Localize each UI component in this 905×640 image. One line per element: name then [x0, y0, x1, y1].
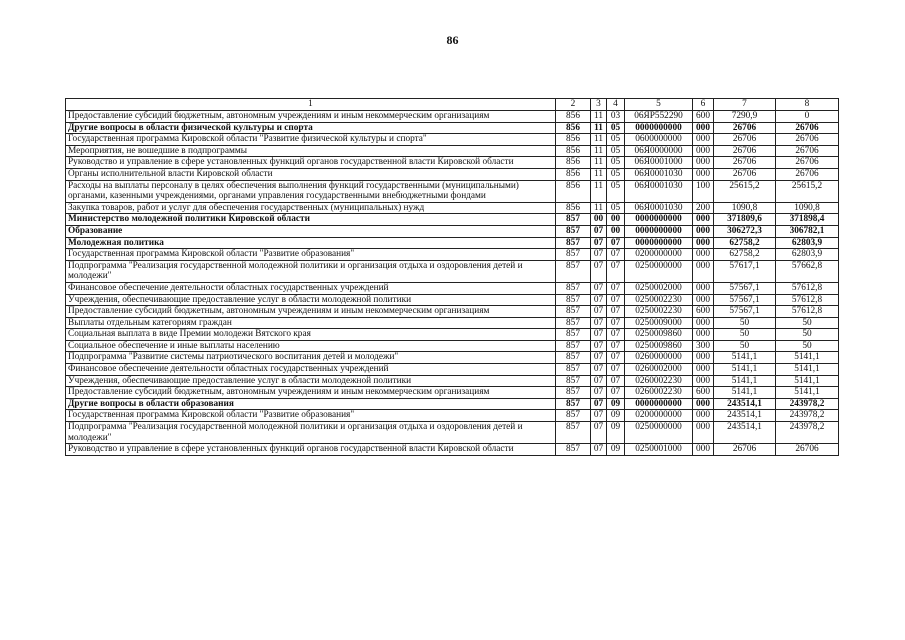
expense-type-cell: 000 — [693, 249, 714, 261]
expense-type-cell: 000 — [693, 294, 714, 306]
amount-year2-cell: 26706 — [776, 122, 839, 134]
table-row — [66, 168, 839, 180]
subsection-cell: 07 — [607, 340, 625, 352]
subsection-cell: 00 — [607, 225, 625, 237]
amount-year2-cell: 26706 — [776, 444, 839, 456]
expense-type-cell: 000 — [693, 398, 714, 410]
table-row — [66, 444, 839, 456]
target-article-cell: 0260002230 — [625, 387, 693, 399]
section-cell: 07 — [591, 260, 607, 282]
amount-year2-cell: 62803,9 — [776, 249, 839, 261]
expense-type-cell: 000 — [693, 145, 714, 157]
row-name-cell: Подпрограмма "Реализация государственной молодежной политики и организация отдыха и оздоровления детей и молодежи" — [66, 422, 556, 444]
target-article-cell: 0000000000 — [625, 237, 693, 249]
ved-code-cell: 857 — [556, 260, 591, 282]
table-row — [66, 260, 839, 282]
amount-year1-cell: 26706 — [714, 168, 776, 180]
table-row — [66, 145, 839, 157]
target-article-cell: 0250009000 — [625, 317, 693, 329]
subsection-cell: 07 — [607, 387, 625, 399]
ved-code-cell: 856 — [556, 134, 591, 146]
expense-type-cell: 000 — [693, 364, 714, 376]
table-row — [66, 375, 839, 387]
subsection-cell: 07 — [607, 260, 625, 282]
amount-year1-cell: 5141,1 — [714, 352, 776, 364]
amount-year2-cell: 62803,9 — [776, 237, 839, 249]
section-cell: 11 — [591, 122, 607, 134]
table-row — [66, 410, 839, 422]
target-article-cell: 0250002000 — [625, 282, 693, 294]
amount-year2-cell: 26706 — [776, 134, 839, 146]
subsection-cell: 09 — [607, 410, 625, 422]
ved-code-cell: 857 — [556, 237, 591, 249]
ved-code-cell: 857 — [556, 282, 591, 294]
target-article-cell: 06ЯР552290 — [625, 111, 693, 123]
expense-type-cell: 000 — [693, 168, 714, 180]
amount-year2-cell: 243978,2 — [776, 422, 839, 444]
expense-type-cell: 000 — [693, 317, 714, 329]
table-row — [66, 134, 839, 146]
amount-year1-cell: 62758,2 — [714, 237, 776, 249]
ved-code-cell: 857 — [556, 294, 591, 306]
ved-code-cell: 857 — [556, 225, 591, 237]
header-cell: 6 — [693, 99, 714, 111]
expense-type-cell: 100 — [693, 180, 714, 202]
subsection-cell: 07 — [607, 364, 625, 376]
amount-year1-cell: 243514,1 — [714, 398, 776, 410]
expense-type-cell: 000 — [693, 237, 714, 249]
amount-year2-cell: 5141,1 — [776, 364, 839, 376]
subsection-cell: 05 — [607, 180, 625, 202]
row-name-cell: Закупка товаров, работ и услуг для обеспечения государственных (муниципальных) нужд — [66, 202, 556, 214]
row-name-cell: Социальная выплата в виде Премии молодежи Вятского края — [66, 329, 556, 341]
row-name-cell: Предоставление субсидий бюджетным, автономным учреждениям и иным некоммерческим организациям — [66, 111, 556, 123]
subsection-cell: 05 — [607, 168, 625, 180]
ved-code-cell: 857 — [556, 398, 591, 410]
subsection-cell: 00 — [607, 214, 625, 226]
table-row — [66, 214, 839, 226]
amount-year2-cell: 0 — [776, 111, 839, 123]
row-name-cell: Социальное обеспечение и иные выплаты населению — [66, 340, 556, 352]
expense-type-cell: 000 — [693, 375, 714, 387]
row-name-cell: Другие вопросы в области образования — [66, 398, 556, 410]
row-name-cell: Расходы на выплаты персоналу в целях обеспечения выполнения функций государственными (муниципальными) органами, казенными учреждениями, органами управления государственными внебюджетными фондами — [66, 180, 556, 202]
subsection-cell: 09 — [607, 444, 625, 456]
amount-year2-cell: 26706 — [776, 168, 839, 180]
section-cell: 07 — [591, 306, 607, 318]
budget-table — [65, 98, 839, 456]
amount-year2-cell: 57612,8 — [776, 294, 839, 306]
amount-year1-cell: 26706 — [714, 145, 776, 157]
amount-year2-cell: 1090,8 — [776, 202, 839, 214]
row-name-cell: Финансовое обеспечение деятельности областных государственных учреждений — [66, 282, 556, 294]
table-row — [66, 306, 839, 318]
section-cell: 07 — [591, 282, 607, 294]
expense-type-cell: 000 — [693, 410, 714, 422]
target-article-cell: 0250002230 — [625, 306, 693, 318]
amount-year2-cell: 371898,4 — [776, 214, 839, 226]
amount-year2-cell: 243978,2 — [776, 410, 839, 422]
table-row — [66, 282, 839, 294]
target-article-cell: 0250001000 — [625, 444, 693, 456]
amount-year1-cell: 50 — [714, 340, 776, 352]
section-cell: 07 — [591, 294, 607, 306]
amount-year2-cell: 50 — [776, 340, 839, 352]
row-name-cell: Предоставление субсидий бюджетным, автономным учреждениям и иным некоммерческим организациям — [66, 387, 556, 399]
row-name-cell: Подпрограмма "Реализация государственной молодежной политики и организация отдыха и оздоровления детей и молодежи" — [66, 260, 556, 282]
table-row — [66, 422, 839, 444]
target-article-cell: 0200000000 — [625, 410, 693, 422]
table-row — [66, 364, 839, 376]
row-name-cell: Мероприятия, не вошедшие в подпрограммы — [66, 145, 556, 157]
expense-type-cell: 000 — [693, 260, 714, 282]
ved-code-cell: 856 — [556, 202, 591, 214]
target-article-cell: 0260002230 — [625, 375, 693, 387]
section-cell: 07 — [591, 329, 607, 341]
subsection-cell: 05 — [607, 134, 625, 146]
target-article-cell: 06Я0001030 — [625, 202, 693, 214]
ved-code-cell: 857 — [556, 352, 591, 364]
expense-type-cell: 000 — [693, 157, 714, 169]
amount-year1-cell: 26706 — [714, 444, 776, 456]
ved-code-cell: 857 — [556, 249, 591, 261]
ved-code-cell: 857 — [556, 410, 591, 422]
subsection-cell: 07 — [607, 282, 625, 294]
ved-code-cell: 856 — [556, 168, 591, 180]
table-row — [66, 157, 839, 169]
ved-code-cell: 856 — [556, 157, 591, 169]
ved-code-cell: 857 — [556, 306, 591, 318]
table-row — [66, 122, 839, 134]
amount-year1-cell: 50 — [714, 329, 776, 341]
target-article-cell: 0000000000 — [625, 398, 693, 410]
section-cell: 07 — [591, 375, 607, 387]
ved-code-cell: 856 — [556, 180, 591, 202]
row-name-cell: Молодежная политика — [66, 237, 556, 249]
ved-code-cell: 856 — [556, 145, 591, 157]
row-name-cell: Предоставление субсидий бюджетным, автономным учреждениям и иным некоммерческим организациям — [66, 306, 556, 318]
subsection-cell: 07 — [607, 237, 625, 249]
amount-year2-cell: 57612,8 — [776, 282, 839, 294]
amount-year2-cell: 5141,1 — [776, 375, 839, 387]
ved-code-cell: 856 — [556, 111, 591, 123]
row-name-cell: Учреждения, обеспечивающие предоставление услуг в области молодежной политики — [66, 294, 556, 306]
amount-year2-cell: 5141,1 — [776, 352, 839, 364]
section-cell: 00 — [591, 214, 607, 226]
target-article-cell: 0250009860 — [625, 329, 693, 341]
row-name-cell: Другие вопросы в области физической культуры и спорта — [66, 122, 556, 134]
amount-year1-cell: 57567,1 — [714, 294, 776, 306]
amount-year1-cell: 25615,2 — [714, 180, 776, 202]
table-row — [66, 180, 839, 202]
subsection-cell: 05 — [607, 202, 625, 214]
ved-code-cell: 857 — [556, 364, 591, 376]
amount-year1-cell: 1090,8 — [714, 202, 776, 214]
target-article-cell: 0000000000 — [625, 122, 693, 134]
target-article-cell: 0260000000 — [625, 352, 693, 364]
subsection-cell: 07 — [607, 294, 625, 306]
amount-year1-cell: 57567,1 — [714, 282, 776, 294]
target-article-cell: 0250009860 — [625, 340, 693, 352]
table-row — [66, 387, 839, 399]
expense-type-cell: 000 — [693, 444, 714, 456]
row-name-cell: Руководство и управление в сфере установленных функций органов государственной власти Кировской области — [66, 157, 556, 169]
table-row — [66, 237, 839, 249]
expense-type-cell: 600 — [693, 387, 714, 399]
header-cell: 8 — [776, 99, 839, 111]
subsection-cell: 07 — [607, 306, 625, 318]
subsection-cell: 09 — [607, 422, 625, 444]
amount-year1-cell: 57617,1 — [714, 260, 776, 282]
row-name-cell: Органы исполнительной власти Кировской области — [66, 168, 556, 180]
table-row — [66, 352, 839, 364]
amount-year1-cell: 26706 — [714, 122, 776, 134]
section-cell: 07 — [591, 237, 607, 249]
expense-type-cell: 000 — [693, 422, 714, 444]
header-cell: 3 — [591, 99, 607, 111]
row-name-cell: Финансовое обеспечение деятельности областных государственных учреждений — [66, 364, 556, 376]
expense-type-cell: 600 — [693, 306, 714, 318]
row-name-cell: Государственная программа Кировской области "Развитие физической культуры и спорта" — [66, 134, 556, 146]
subsection-cell: 07 — [607, 352, 625, 364]
table-row — [66, 398, 839, 410]
table-row — [66, 202, 839, 214]
amount-year1-cell: 243514,1 — [714, 410, 776, 422]
subsection-cell: 05 — [607, 157, 625, 169]
amount-year2-cell: 50 — [776, 329, 839, 341]
amount-year1-cell: 50 — [714, 317, 776, 329]
expense-type-cell: 200 — [693, 202, 714, 214]
amount-year1-cell: 62758,2 — [714, 249, 776, 261]
section-cell: 11 — [591, 202, 607, 214]
expense-type-cell: 600 — [693, 111, 714, 123]
amount-year1-cell: 5141,1 — [714, 364, 776, 376]
amount-year1-cell: 26706 — [714, 134, 776, 146]
ved-code-cell: 857 — [556, 317, 591, 329]
expense-type-cell: 000 — [693, 122, 714, 134]
amount-year2-cell: 26706 — [776, 157, 839, 169]
row-name-cell: Руководство и управление в сфере установленных функций органов государственной власти Кировской области — [66, 444, 556, 456]
target-article-cell: 0200000000 — [625, 249, 693, 261]
subsection-cell: 05 — [607, 122, 625, 134]
header-cell: 4 — [607, 99, 625, 111]
section-cell: 07 — [591, 444, 607, 456]
expense-type-cell: 000 — [693, 134, 714, 146]
subsection-cell: 05 — [607, 145, 625, 157]
amount-year2-cell: 306782,1 — [776, 225, 839, 237]
target-article-cell: 0000000000 — [625, 225, 693, 237]
amount-year1-cell: 371809,6 — [714, 214, 776, 226]
ved-code-cell: 856 — [556, 122, 591, 134]
row-name-cell: Учреждения, обеспечивающие предоставление услуг в области молодежной политики — [66, 375, 556, 387]
row-name-cell: Государственная программа Кировской области "Развитие образования" — [66, 249, 556, 261]
expense-type-cell: 000 — [693, 282, 714, 294]
target-article-cell: 06Я0001000 — [625, 157, 693, 169]
header-cell: 2 — [556, 99, 591, 111]
ved-code-cell: 857 — [556, 387, 591, 399]
amount-year2-cell: 50 — [776, 317, 839, 329]
subsection-cell: 07 — [607, 249, 625, 261]
subsection-cell: 07 — [607, 317, 625, 329]
section-cell: 07 — [591, 340, 607, 352]
row-name-cell: Министерство молодежной политики Кировской области — [66, 214, 556, 226]
subsection-cell: 09 — [607, 398, 625, 410]
target-article-cell: 06Я0000000 — [625, 145, 693, 157]
section-cell: 11 — [591, 111, 607, 123]
section-cell: 07 — [591, 317, 607, 329]
section-cell: 11 — [591, 145, 607, 157]
header-row — [66, 99, 839, 111]
ved-code-cell: 857 — [556, 329, 591, 341]
expense-type-cell: 000 — [693, 225, 714, 237]
amount-year2-cell: 5141,1 — [776, 387, 839, 399]
ved-code-cell: 857 — [556, 422, 591, 444]
row-name-cell: Государственная программа Кировской области "Развитие образования" — [66, 410, 556, 422]
row-name-cell: Подпрограмма "Развитие системы патриотического воспитания детей и молодежи" — [66, 352, 556, 364]
target-article-cell: 0260002000 — [625, 364, 693, 376]
table-row — [66, 225, 839, 237]
section-cell: 11 — [591, 168, 607, 180]
table-row — [66, 329, 839, 341]
amount-year1-cell: 7290,9 — [714, 111, 776, 123]
row-name-cell: Образование — [66, 225, 556, 237]
ved-code-cell: 857 — [556, 214, 591, 226]
header-cell: 1 — [66, 99, 556, 111]
target-article-cell: 0250000000 — [625, 422, 693, 444]
ved-code-cell: 857 — [556, 444, 591, 456]
amount-year2-cell: 57662,8 — [776, 260, 839, 282]
section-cell: 11 — [591, 180, 607, 202]
table-row — [66, 294, 839, 306]
section-cell: 07 — [591, 225, 607, 237]
row-name-cell: Выплаты отдельным категориям граждан — [66, 317, 556, 329]
target-article-cell: 06Я0001030 — [625, 180, 693, 202]
target-article-cell: 06Я0001030 — [625, 168, 693, 180]
table-row — [66, 317, 839, 329]
amount-year1-cell: 57567,1 — [714, 306, 776, 318]
section-cell: 07 — [591, 352, 607, 364]
section-cell: 11 — [591, 134, 607, 146]
subsection-cell: 07 — [607, 329, 625, 341]
section-cell: 07 — [591, 364, 607, 376]
section-cell: 07 — [591, 387, 607, 399]
expense-type-cell: 000 — [693, 352, 714, 364]
amount-year2-cell: 243978,2 — [776, 398, 839, 410]
amount-year1-cell: 5141,1 — [714, 375, 776, 387]
header-cell: 7 — [714, 99, 776, 111]
section-cell: 07 — [591, 410, 607, 422]
subsection-cell: 07 — [607, 375, 625, 387]
amount-year2-cell: 25615,2 — [776, 180, 839, 202]
expense-type-cell: 000 — [693, 329, 714, 341]
target-article-cell: 0250002230 — [625, 294, 693, 306]
subsection-cell: 03 — [607, 111, 625, 123]
section-cell: 07 — [591, 249, 607, 261]
ved-code-cell: 857 — [556, 340, 591, 352]
expense-type-cell: 000 — [693, 214, 714, 226]
section-cell: 11 — [591, 157, 607, 169]
amount-year2-cell: 26706 — [776, 145, 839, 157]
ved-code-cell: 857 — [556, 375, 591, 387]
target-article-cell: 0600000000 — [625, 134, 693, 146]
amount-year2-cell: 57612,8 — [776, 306, 839, 318]
table-row — [66, 340, 839, 352]
target-article-cell: 0250000000 — [625, 260, 693, 282]
amount-year1-cell: 243514,1 — [714, 422, 776, 444]
section-cell: 07 — [591, 422, 607, 444]
amount-year1-cell: 26706 — [714, 157, 776, 169]
table-row — [66, 249, 839, 261]
section-cell: 07 — [591, 398, 607, 410]
amount-year1-cell: 5141,1 — [714, 387, 776, 399]
expense-type-cell: 300 — [693, 340, 714, 352]
header-cell: 5 — [625, 99, 693, 111]
target-article-cell: 0000000000 — [625, 214, 693, 226]
table-row — [66, 111, 839, 123]
amount-year1-cell: 306272,3 — [714, 225, 776, 237]
page-number: 86 — [446, 33, 459, 47]
